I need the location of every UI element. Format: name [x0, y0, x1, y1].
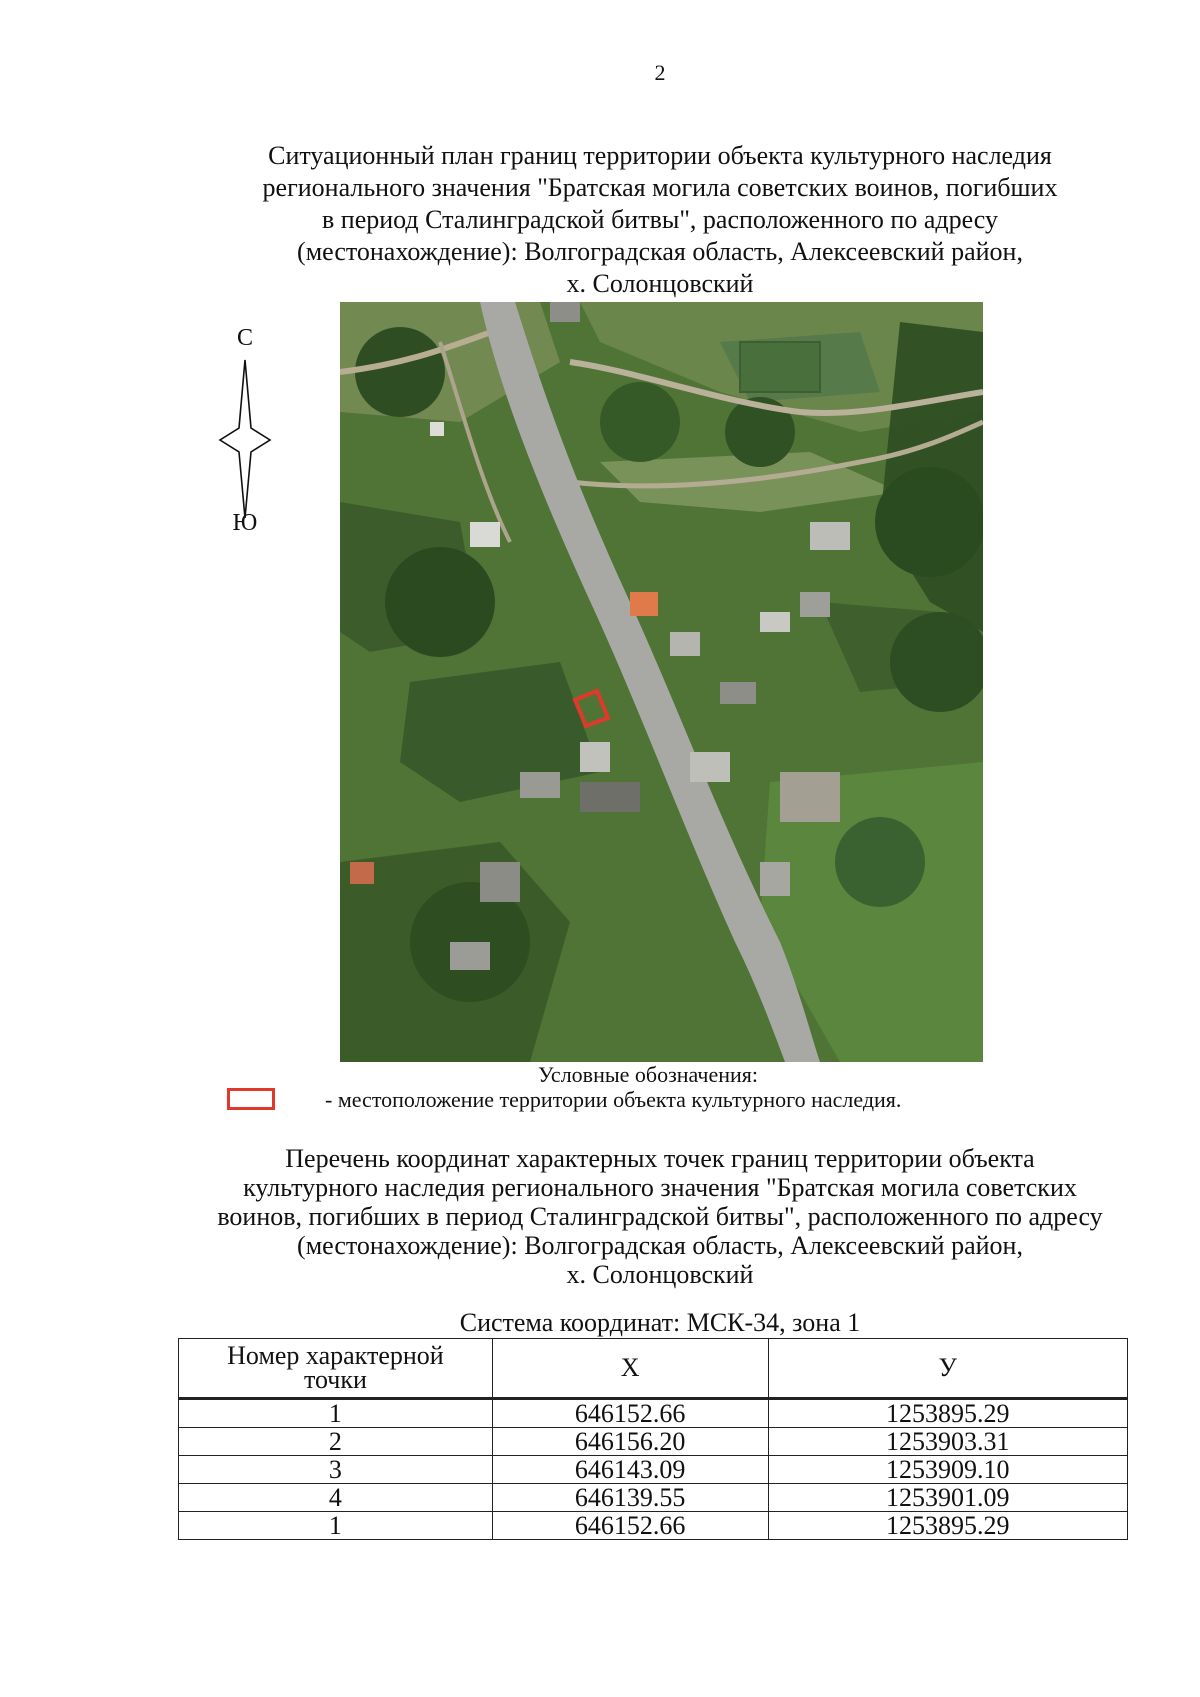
point-number-cell: 1: [179, 1512, 493, 1540]
list-title-line: Перечень координат характерных точек границ территории объекта: [285, 1144, 1035, 1173]
plan-title-line: (местонахождение): Волгоградская область, Алексеевский район,: [297, 237, 1023, 266]
y-cell: 1253901.09: [768, 1484, 1128, 1512]
compass-rose-icon: [215, 358, 275, 518]
table-row: [179, 1428, 1128, 1456]
header-x: X: [492, 1339, 768, 1399]
coordinates-table: [178, 1338, 1128, 1540]
satellite-map: [340, 302, 983, 1062]
north-label: С: [236, 325, 253, 351]
table-row: [179, 1456, 1128, 1484]
list-title-line: (местонахождение): Волгоградская область, Алексеевский район,: [297, 1231, 1023, 1260]
header-y: У: [768, 1339, 1128, 1399]
x-cell: 646152.66: [492, 1399, 768, 1428]
legend-title: Условные обозначения:: [538, 1062, 759, 1087]
plan-title: [180, 140, 1140, 300]
x-cell: 646152.66: [492, 1512, 768, 1540]
coordinate-system-caption: Система координат: МСК-34, зона 1: [459, 1308, 861, 1337]
list-title-line: х. Солонцовский: [566, 1260, 754, 1289]
point-number-cell: 3: [179, 1456, 493, 1484]
y-cell: 1253903.31: [768, 1428, 1128, 1456]
north-arrow: [215, 325, 275, 535]
x-cell: 646139.55: [492, 1484, 768, 1512]
list-title-line: культурного наследия регионального значения "Братская могила советских: [243, 1173, 1077, 1202]
page-number: 2: [654, 60, 666, 85]
plan-title-line: х. Солонцовский: [566, 269, 754, 298]
table-header-row: [179, 1339, 1128, 1399]
table-row: [179, 1512, 1128, 1540]
plan-title-line: Ситуационный план границ территории объекта культурного наследия: [268, 141, 1052, 170]
legend-item-text: - местоположение территории объекта культурного наследия.: [325, 1087, 902, 1112]
table-row: [179, 1484, 1128, 1512]
plan-title-line: регионального значения "Братская могила советских воинов, погибших: [262, 173, 1058, 202]
point-number-cell: 2: [179, 1428, 493, 1456]
plan-title-line: в период Сталинградской битвы", расположенного по адресу: [322, 205, 998, 234]
coordinates-list-title: [160, 1144, 1160, 1289]
list-title-line: воинов, погибших в период Сталинградской битвы", расположенного по адресу: [217, 1202, 1103, 1231]
table-row: [179, 1399, 1128, 1428]
y-cell: 1253895.29: [768, 1512, 1128, 1540]
y-cell: 1253909.10: [768, 1456, 1128, 1484]
x-cell: 646156.20: [492, 1428, 768, 1456]
point-number-cell: 1: [179, 1399, 493, 1428]
y-cell: 1253895.29: [768, 1399, 1128, 1428]
x-cell: 646143.09: [492, 1456, 768, 1484]
legend-marker-swatch: [227, 1088, 275, 1110]
header-point-number: Номер характерной точки: [179, 1339, 493, 1399]
south-label: Ю: [232, 510, 258, 536]
point-number-cell: 4: [179, 1484, 493, 1512]
satellite-map-image: [340, 302, 983, 1062]
